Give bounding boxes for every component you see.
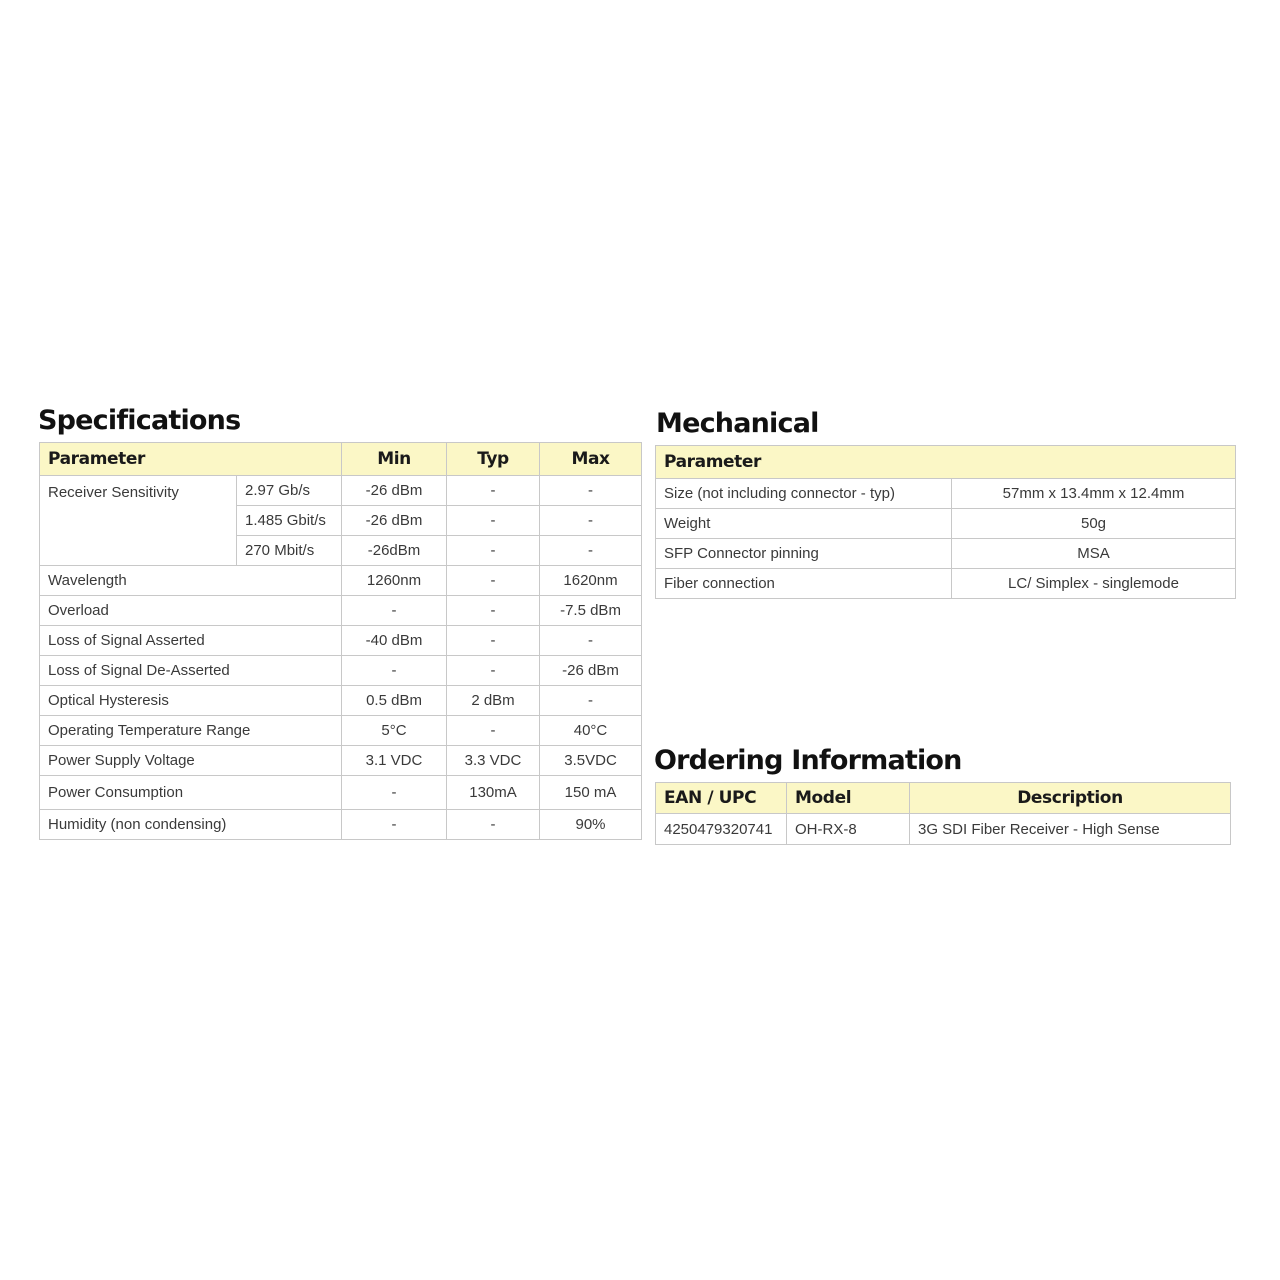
max-cell: 150 mA	[540, 776, 642, 810]
max-cell: 1620nm	[540, 566, 642, 596]
parameter-cell: Loss of Signal Asserted	[40, 626, 342, 656]
header-model: Model	[787, 783, 910, 814]
header-ean-upc: EAN / UPC	[656, 783, 787, 814]
table-row	[40, 776, 642, 810]
table-row	[656, 569, 1236, 599]
table-header-row	[656, 783, 1231, 814]
min-cell: -26dBm	[342, 536, 447, 566]
table-row	[40, 810, 642, 840]
table-row	[40, 686, 642, 716]
max-cell: -26 dBm	[540, 656, 642, 686]
header-description: Description	[910, 783, 1231, 814]
max-cell: 90%	[540, 810, 642, 840]
parameter-cell: Fiber connection	[656, 569, 952, 599]
header-max: Max	[540, 443, 642, 476]
typ-cell: -	[447, 626, 540, 656]
min-cell: -40 dBm	[342, 626, 447, 656]
typ-cell: -	[447, 656, 540, 686]
ean-cell: 4250479320741	[656, 814, 787, 845]
parameter-cell: Humidity (non condensing)	[40, 810, 342, 840]
rate-cell: 1.485 Gbit/s	[237, 506, 342, 536]
receiver-sensitivity-label: Receiver Sensitivity	[40, 476, 237, 566]
description-cell: 3G SDI Fiber Receiver - High Sense	[910, 814, 1231, 845]
min-cell: -	[342, 776, 447, 810]
table-row	[40, 626, 642, 656]
specifications-table	[39, 442, 642, 840]
ordering-table	[655, 782, 1231, 845]
min-cell: -26 dBm	[342, 476, 447, 506]
model-cell: OH-RX-8	[787, 814, 910, 845]
parameter-cell: Wavelength	[40, 566, 342, 596]
parameter-cell: Weight	[656, 509, 952, 539]
header-min: Min	[342, 443, 447, 476]
typ-cell: 2 dBm	[447, 686, 540, 716]
min-cell: -26 dBm	[342, 506, 447, 536]
table-row	[40, 596, 642, 626]
max-cell: -	[540, 686, 642, 716]
max-cell: 40°C	[540, 716, 642, 746]
table-header-row	[40, 443, 642, 476]
table-header-row	[656, 446, 1236, 479]
min-cell: 3.1 VDC	[342, 746, 447, 776]
min-cell: 0.5 dBm	[342, 686, 447, 716]
header-typ: Typ	[447, 443, 540, 476]
value-cell: 50g	[952, 509, 1236, 539]
value-cell: 57mm x 13.4mm x 12.4mm	[952, 479, 1236, 509]
typ-cell: 130mA	[447, 776, 540, 810]
max-cell: -	[540, 506, 642, 536]
table-row	[40, 746, 642, 776]
typ-cell: 3.3 VDC	[447, 746, 540, 776]
typ-cell: -	[447, 476, 540, 506]
header-parameter: Parameter	[40, 443, 342, 476]
header-parameter: Parameter	[656, 446, 1236, 479]
typ-cell: -	[447, 536, 540, 566]
min-cell: 1260nm	[342, 566, 447, 596]
table-row	[656, 814, 1231, 845]
mechanical-title: Mechanical	[656, 408, 819, 439]
parameter-cell: Power Supply Voltage	[40, 746, 342, 776]
parameter-cell: Optical Hysteresis	[40, 686, 342, 716]
table-row	[40, 656, 642, 686]
parameter-cell: Operating Temperature Range	[40, 716, 342, 746]
max-cell: -7.5 dBm	[540, 596, 642, 626]
typ-cell: -	[447, 716, 540, 746]
parameter-cell: SFP Connector pinning	[656, 539, 952, 569]
min-cell: -	[342, 596, 447, 626]
max-cell: 3.5VDC	[540, 746, 642, 776]
specifications-title: Specifications	[38, 405, 241, 436]
min-cell: 5°C	[342, 716, 447, 746]
table-row	[656, 539, 1236, 569]
value-cell: MSA	[952, 539, 1236, 569]
typ-cell: -	[447, 810, 540, 840]
max-cell: -	[540, 536, 642, 566]
typ-cell: -	[447, 566, 540, 596]
max-cell: -	[540, 626, 642, 656]
max-cell: -	[540, 476, 642, 506]
table-row	[40, 476, 642, 506]
mechanical-table	[655, 445, 1236, 599]
table-row	[656, 479, 1236, 509]
typ-cell: -	[447, 596, 540, 626]
parameter-cell: Overload	[40, 596, 342, 626]
parameter-cell: Size (not including connector - typ)	[656, 479, 952, 509]
table-row	[40, 716, 642, 746]
typ-cell: -	[447, 506, 540, 536]
parameter-cell: Loss of Signal De-Asserted	[40, 656, 342, 686]
rate-cell: 2.97 Gb/s	[237, 476, 342, 506]
table-row	[656, 509, 1236, 539]
parameter-cell: Power Consumption	[40, 776, 342, 810]
table-row	[40, 566, 642, 596]
ordering-title: Ordering Information	[654, 745, 962, 776]
min-cell: -	[342, 656, 447, 686]
rate-cell: 270 Mbit/s	[237, 536, 342, 566]
value-cell: LC/ Simplex - singlemode	[952, 569, 1236, 599]
min-cell: -	[342, 810, 447, 840]
